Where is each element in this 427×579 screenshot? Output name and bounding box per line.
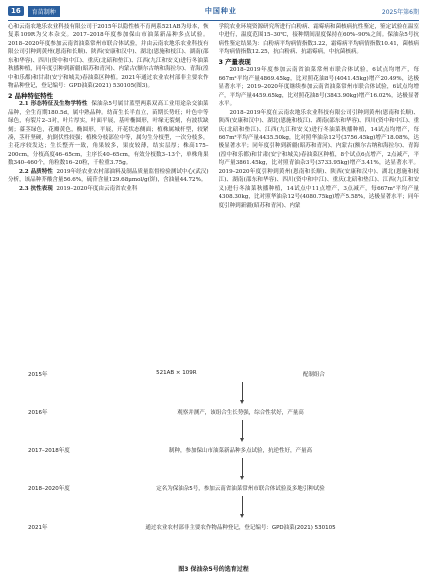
paragraph: 2018–2019年度在云南农地乐农业科技有限公司引种到黄州(恩南和长顺)、陕西(安康和汉中)、湖北(恩施和枝江)、湖南(邵东和华容)、四川(资中和中江)、重庆(北碚和垫江)、江西(九江和安义)进行冬油菜秋播种植，14试点均增产，每667m²平均产量4435.50kg，比对照华油杂12号(3756.45kg)增产18.08%，达极显著水平；同年度引种到新疆(昭苏和青河)、内蒙古(额尔古纳和海拉尔)、青海(湟中和乐都)和甘肃(安宁和城关)春油菜区种植，8个试点6点增产，2点减产，平均产量3861.45kg，比对照青油杂3号(3733.95kg)增产3.41%，达显著水平。2019–2020年度引种到黄州(恩南和长顺)、陕西(安康和汉中)、湖北(恩施和枝江)、湖南(邵东和华容)、四川(资中和中江)、重庆(北碚和垫江)、江西(九江和安义)进行冬油菜秋播种植，14试点中11点增产，3点减产，每667m²平均产量4308.30kg，比对照华油杂12号(4080.75kg)增产5.58%，达极显著水平；同年度引种到新疆(昭苏和青河)、内蒙	[218, 109, 419, 209]
page-header	[8, 2, 419, 21]
figure-step-text: 通过农业农村部非主要农作物品种登记，登记编号：GPD油菜(2021) 530105	[145, 525, 336, 531]
down-arrow-icon	[240, 476, 244, 480]
figure-row	[8, 482, 419, 494]
section-tag: 育苗制种	[28, 6, 60, 17]
figure-cross: 521AB × 109R	[156, 370, 197, 376]
figure-step	[103, 370, 378, 378]
flow-arrow-line	[242, 382, 243, 400]
paragraph-text: 2019–2020年度由云南省农业科	[56, 185, 138, 192]
flow-arrow-line	[242, 458, 243, 476]
figure-row	[8, 368, 419, 380]
figure-row	[8, 406, 419, 418]
figure-year: 2018–2020年度	[28, 486, 70, 492]
right-column	[219, 23, 420, 361]
paragraph	[8, 100, 209, 168]
paragraph: 2018–2019年度参加云南省油菜常州市联合体试验，6试点均增产，每667m²平均产量4869.45kg，比对照花油8号(4041.45kg)增产20.49%，达极显著水平；2019–2020年度继续参加云南省油菜常州市联合体试验，6试点均增产，平均产量4459.65kg，比对照花油8号(3843.90kg)增产16.02%，达极显著水平。	[218, 67, 419, 108]
figure-step-text: 制种，参加保山市油菜新品种多点试验，抗逆性好，产量高	[168, 448, 312, 454]
down-arrow-icon	[240, 438, 244, 442]
down-arrow-icon	[240, 514, 244, 518]
flow-arrow-line	[242, 496, 243, 514]
figure-year: 2021年	[28, 525, 48, 531]
body-columns	[8, 23, 419, 361]
figure-row	[8, 521, 419, 533]
figure-row	[8, 444, 419, 456]
figure-year: 2015年	[28, 372, 48, 378]
section-heading: 2 品种特征特性	[8, 91, 54, 100]
subsection-title: 2.2 品质特性	[19, 168, 53, 175]
header-left	[8, 6, 60, 17]
issue-label: 2025年第6期	[381, 8, 419, 16]
paragraph	[8, 185, 209, 193]
subsection-title: 2.3 抗性表现	[19, 185, 53, 192]
breeding-process-figure	[8, 364, 419, 574]
down-arrow-icon	[240, 400, 244, 404]
figure-year: 2017–2018年度	[28, 448, 70, 454]
subsection-title: 2.1 形态特征及生物学特性	[19, 101, 88, 108]
figure-step-text: 定名为保油杂5号，参加云南省油菜常州市联合体试验及多地引种试验	[156, 486, 325, 492]
paragraph: 学院农业环境资源研究所进行白粉病、霜霉病和菌核病抗性鉴定，鉴定试验在温室中进行，温度范围15–30℃，接种期间湿度保持在60%–90%之间。保油杂5号抗病性鉴定结果为：白粉病平均病情指数3.22，霜霉病平均病情指数10.41，菌核病平均病情指数12.25，抗白粉病、抗霜霉病，中抗菌核病。	[218, 24, 419, 56]
paragraph-text: 2019年经农业农村部油料及制品质量监督检验测试中心(武汉)分析，该品种芥酸含量56.6%，硫苷含量129.68μmol/g(饼)，含油量44.72%。	[8, 168, 209, 184]
figure-caption: 图3 保油杂5号的选育过程	[178, 566, 249, 573]
flow-arrow-line	[242, 420, 243, 438]
left-column	[8, 23, 209, 361]
paragraph: 心和云南农地乐农业科技有限公司于2015年以隐性核不育两系521AB为母本，恢复系109R为父本杂交。2017–2018年度参加保山市油菜新品种多点试验。2018–2020年度参加云南省油菜常州市联合体试验，并由云南农地乐农业科技有限公司引种到黄州(恩南和长顺)、陕西(安康和汉中)、湖北(恩施和枝江)、湖南(邵东和华容)、四川(资中和中江)、重庆(北碚和垫江)、江西(九江和安义)进行冬油菜秋播种植，同年度引种到新疆(昭苏和青河)、内蒙古(额尔古纳和海拉尔)、青海(湟中和乐都)和甘肃(安宁和城关)春油菜区种植。2021年通过农业农村部非主要农作物品种登记，登记编号：GPD油菜(2021) 530105(图3)。	[8, 24, 209, 90]
figure-step-text: 配制组合	[302, 372, 325, 378]
journal-title: 中国种业	[204, 7, 237, 15]
section-heading: 3 产量表现	[218, 57, 251, 66]
paragraph	[8, 168, 209, 185]
figure-step-text: 观察并测产，该组合生长势强，综合性状好，产量高	[177, 410, 304, 416]
figure-year: 2016年	[28, 410, 48, 416]
page-number: 16	[8, 6, 24, 16]
paragraph-text: 保油杂5号属甘蓝型两系双高工业用途杂交油菜品种，全生育期180.5d，属中熟品种。幼苗生长半直立，苗期长势旺；叶色中等绿色，有裂片2–3对，叶片厚实，叶面平展，基叶椭圆形，叶缘无裂刻，有波状缺刻；薹茎绿色，花瓣黄色，椭圆形，平展，开花状态侧面；植株属城杆型，较紧凑，茎秆坚硬，抗倒伏性较强；植株分枝部位中等，属匀生分枝型，一次分枝多，主花序较发达；生长整齐一致，角果较多，果皮较薄，结实层厚；株高175–200cm，分枝高度46–65cm，主序长40–65cm，有效分枝数3–13个，单株角果数340–460个，角粒数16–20粒，千粒重3.75g。	[8, 101, 209, 167]
